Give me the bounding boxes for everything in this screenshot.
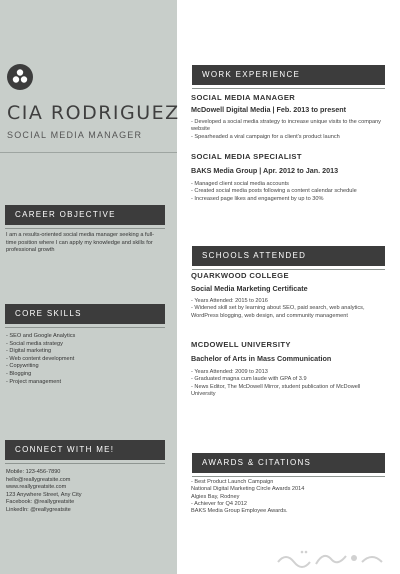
contact-facebook: Facebook: @reallygreatsite [6, 499, 75, 506]
candidate-name: CIA RODRIGUEZ [7, 102, 180, 124]
award-line: National Digital Marketing Circle Awards 2014 [191, 486, 305, 493]
career-objective-heading: CAREER OBJECTIVE [5, 205, 165, 225]
career-objective-text [6, 232, 170, 255]
job-title: SOCIAL MEDIA MANAGER [191, 93, 296, 102]
core-skills-list [6, 333, 170, 386]
school-detail: - Years Attended: 2015 to 2016 [191, 298, 268, 304]
objective-line: I am a results-oriented social media manager seeking a full- [6, 232, 154, 238]
title-divider [0, 152, 177, 153]
objective-line: professional growth [6, 247, 55, 254]
watermark-logo-icon [272, 546, 392, 570]
core-skills-heading: CORE SKILLS [5, 304, 165, 324]
contact-list [6, 469, 170, 515]
contact-phone: Mobile: 123-456-7890 [6, 469, 61, 475]
school-details [191, 298, 391, 320]
job-bullet: - Managed client social media accounts [191, 181, 289, 187]
job-company: McDowell Digital Media | Feb. 2013 to present [191, 105, 346, 114]
skill-item: - Web content development [6, 355, 75, 362]
school-detail: - Widened skill set by learning about SEO, paid search, web analytics, [191, 305, 365, 312]
award-line: Algies Bay, Rodney [191, 493, 240, 500]
job-company: BAKS Media Group | Apr. 2012 to Jan. 2013 [191, 166, 339, 175]
award-line: BAKS Media Group Employee Awards. [191, 508, 288, 515]
school-detail: - Years Attended: 2009 to 2013 [191, 369, 268, 375]
job-title: SOCIAL MEDIA SPECIALIST [191, 152, 302, 161]
contact-address: 123 Anywhere Street, Any City [6, 491, 82, 498]
skill-item: - Project management [6, 378, 62, 385]
skill-item: - SEO and Google Analytics [6, 333, 76, 339]
skill-item: - Copywriting [6, 363, 39, 370]
school-degree: Bachelor of Arts in Mass Communication [191, 354, 332, 363]
candidate-title: SOCIAL MEDIA MANAGER [7, 130, 143, 140]
awards-heading: AWARDS & CITATIONS [192, 453, 385, 473]
award-line: - Achiever for Q4 2012 [191, 500, 247, 507]
school-degree: Social Media Marketing Certificate [191, 284, 308, 293]
job-bullet: website [191, 126, 210, 133]
school-detail: - Graduated magna cum laude with GPA of 3.9 [191, 376, 307, 383]
job-bullets [191, 119, 391, 141]
award-line: - Best Product Launch Campaign [191, 479, 274, 485]
connect-heading: CONNECT WITH ME! [5, 440, 165, 460]
school-name: MCDOWELL UNIVERSITY [191, 340, 291, 349]
school-detail: - News Editor, The McDowell Mirror, student publication of McDowell [191, 383, 361, 390]
skill-item: - Blogging [6, 370, 32, 377]
work-experience-heading: WORK EXPERIENCE [192, 65, 385, 85]
hexagon-logo-icon [7, 64, 33, 90]
contact-website: www.reallygreatsite.com [6, 484, 67, 491]
contact-linkedin: LinkedIn: @reallygreatsite [6, 506, 71, 513]
awards-list [191, 479, 391, 515]
school-name: QUARKWOOD COLLEGE [191, 271, 289, 280]
job-bullet: - Increased page likes and engagement by up to 30% [191, 195, 324, 202]
objective-line: time position where I can apply my knowledge and skills for [6, 239, 153, 246]
schools-heading: SCHOOLS ATTENDED [192, 246, 385, 266]
job-bullet: - Created social media posts following a content calendar schedule [191, 188, 357, 195]
school-details [191, 369, 391, 398]
skill-item: - Social media strategy [6, 340, 63, 347]
job-bullet: - Developed a social media strategy to increase unique visits to the company [191, 119, 381, 125]
skill-item: - Digital marketing [6, 348, 52, 355]
job-bullet: - Spearheaded a viral campaign for a client's product launch [191, 133, 340, 140]
job-bullets [191, 181, 391, 203]
contact-email: hello@reallygreatsite.com [6, 476, 71, 483]
school-detail: WordPress blogging, web design, and community management [191, 312, 348, 319]
school-detail: University [191, 390, 216, 397]
